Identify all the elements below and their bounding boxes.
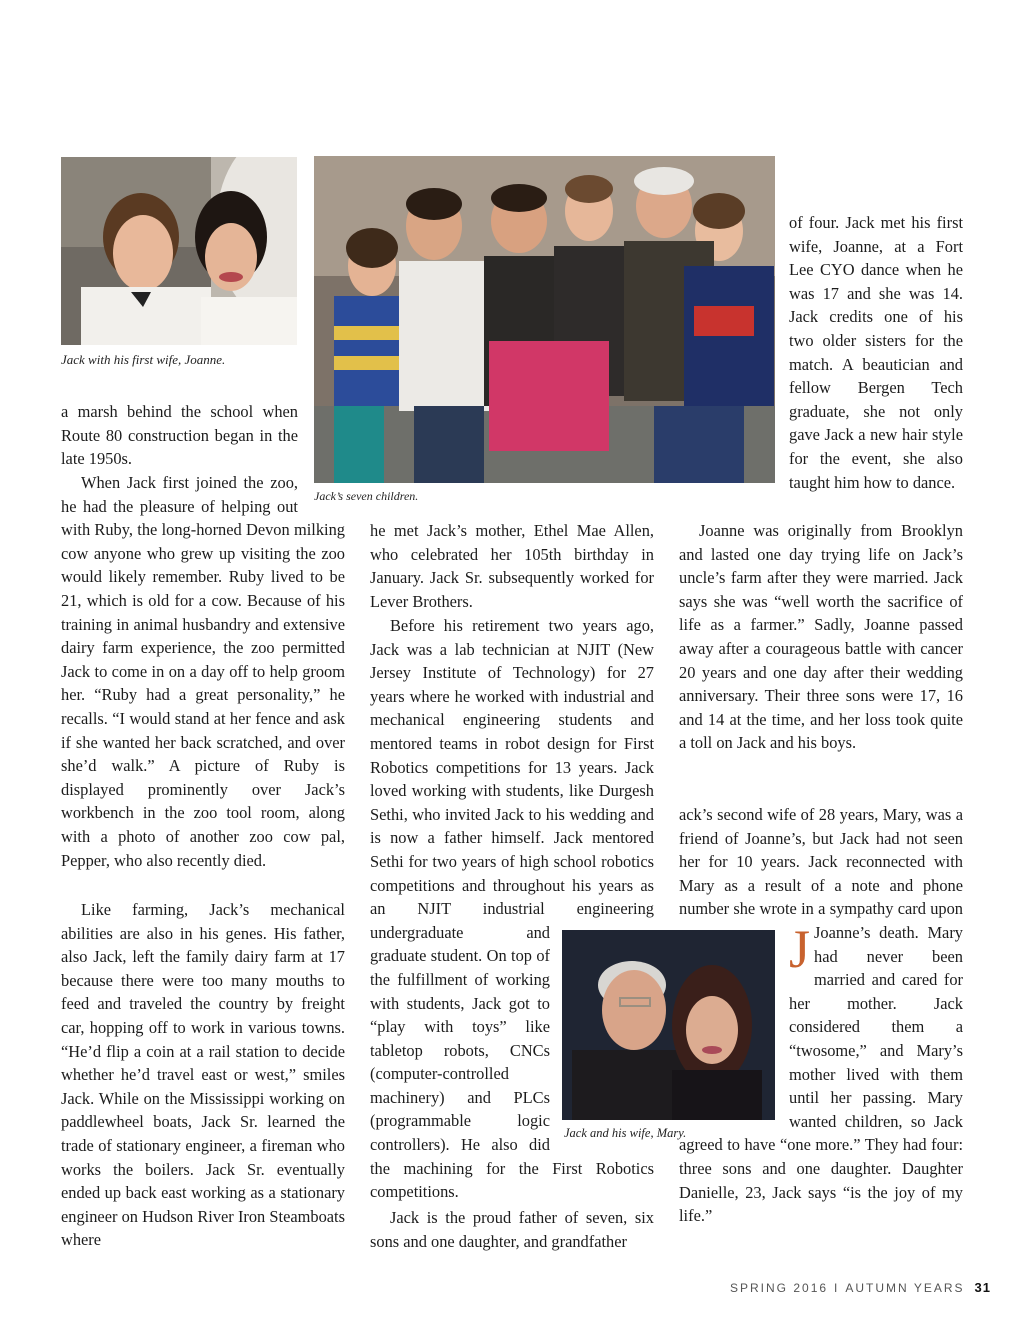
- col1-paragraph-3: Like farming, Jack’s mechanical abilities are also in his genes. His father, also Jack, left the family dairy farm at 17 because there were too many mouths to feed and traveled the country by freight car, hopping off to work in various towns. “He’d flip a coin at a rail station to decide whether he’d travel east or west,” smiles Jack. While on the Mississippi working on paddlewheel boats, Jack Sr. learned the trade of stationary engineer, a fireman who works the boilers. Jack Sr. eventually ended up back east working as a stationary engineer on Hudson River Iron Steamboats where: [61, 900, 345, 1250]
- children-photo-caption: Jack’s seven children.: [314, 489, 419, 503]
- col1-wrap-spacer: [298, 471, 345, 518]
- children-photo: [314, 156, 775, 483]
- col2-paragraph-2: Before his retirement two years ago, Jack was a lab technician at NJIT (New Jersey Institute of Technology) for 27 years where he worked with industrial and mechanical engineering students and mentored teams in robot design for First Robotics competitions for 13 years. Jack loved working with students, like Durgesh Sethi, who invited Jack to his wedding and is now a father himself. Jack mentored Sethi for two years of high school robotics competitions and throughout his years as an NJIT industrial engineering undergraduate and graduate student. On top of the fulfillment of working with students, Jack got to “play with toys” like tabletop robots, CNCs (computer-controlled machinery) and PLCs (programmable logic controllers). He also did the machining for the First Robotics competitions.: [370, 616, 654, 1202]
- page-footer: [730, 1280, 991, 1295]
- mary-photo-caption: Jack and his wife, Mary.: [564, 1126, 687, 1140]
- col3-paragraph-3-text: ack’s second wife of 28 years, Mary, was a friend of Joanne’s, but Jack had not seen her for 10 years. Jack reconnected with Mary as a result of a note and phone number she wrote in a sympathy card upon Joanne’s death. Mary had never been married and cared for her mother. Jack considered them a “twosome,” and Mary’s mother lived with them until her passing. Mary wanted children, so Jack agreed to have “one more.” They had four: three sons and one daughter. Daughter Danielle, 23, Jack says “is the joy of my life.”: [679, 805, 963, 1226]
- footer-separator: I: [834, 1281, 840, 1295]
- col2-wrap-photo-gap: [550, 923, 654, 1135]
- col1-paragraph-1: a marsh behind the school when Route 80 construction began in the late 1950s.: [61, 402, 298, 469]
- wedding-photo-caption: Jack with his first wife, Joanne.: [61, 352, 226, 367]
- footer-magazine: AUTUMN YEARS: [845, 1281, 965, 1295]
- col3-paragraph-1: of four. Jack met his first wife, Joanne, at a Fort Lee CYO dance when he was 17 and she was 14. Jack credits one of his two older sisters for the match. A beautician and fellow Bergen Tech graduate, she not only gave Jack a new hair style for the event, she also taught him how to dance.: [789, 213, 963, 492]
- col3-wrap-photo-gap: [679, 921, 789, 1133]
- col3-paragraph-3: [679, 803, 963, 1228]
- page-number: 31: [974, 1280, 991, 1295]
- col3-paragraph-2: Joanne was originally from Brooklyn and lasted one day trying life on Jack’s uncle’s farm after they were married. Jack says she was “well worth the sacrifice of life as a farmer.” Sadly, Joanne passed away after a courageous battle with cancer 20 years and one day after their wedding anniversary. Their three sons were 17, 16 and 14 at the time, and her loss took quite a toll on Jack and his boys.: [679, 521, 963, 753]
- wedding-photo: [61, 157, 297, 345]
- drop-cap: J: [789, 919, 811, 979]
- col1-paragraph-2: When Jack first joined the zoo, he had the pleasure of helping out with Ruby, the long-horned Devon milking cow anyone who grew up visiting the zoo would likely remember. Ruby lived to be 21, which is old for a cow. Because of his training in animal husbandry and extensive dairy farm experience, the zoo permitted Jack to come in on a day off to help groom her. “Ruby had a great personality,” he recalls. “I would stand at her fence and ask if she wanted her back scratched, and over she’d walk.” A picture of Ruby is displayed prominently over Jack’s workbench in the zoo tool room, along with a photo of another zoo cow pal, Pepper, who also recently died.: [61, 473, 345, 870]
- col2-paragraph-1: he met Jack’s mother, Ethel Mae Allen, who celebrated her 105th birthday in January. Jack Sr. subsequently worked for Lever Brothers.: [370, 521, 654, 611]
- footer-issue: SPRING 2016: [730, 1281, 829, 1295]
- col2-paragraph-3: Jack is the proud father of seven, six sons and one daughter, and grandfather: [370, 1208, 654, 1251]
